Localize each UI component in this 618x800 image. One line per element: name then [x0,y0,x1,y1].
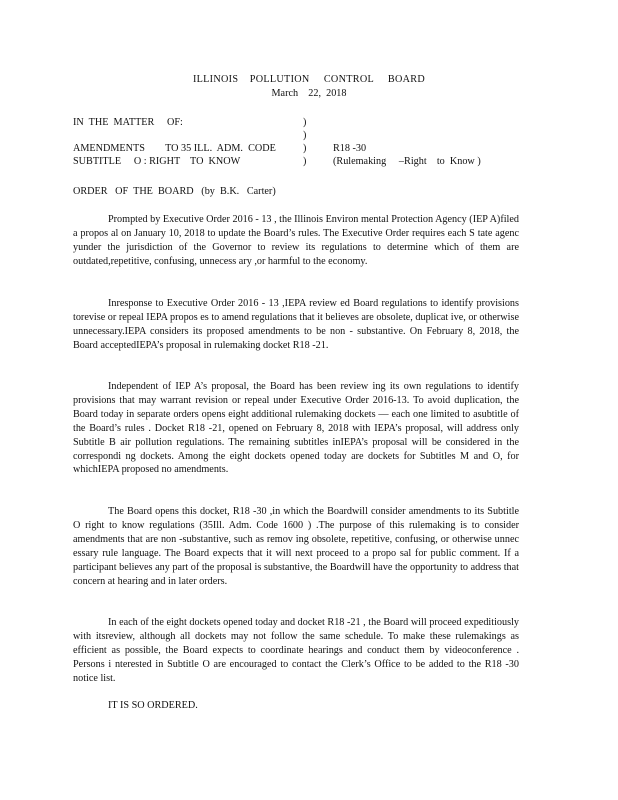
paragraph-1 [73,213,519,269]
caption-amendments: AMENDMENTS TO 35 ILL. ADM. CODE [73,143,276,154]
order-heading: ORDER OF THE BOARD (by B.K. Carter) [73,186,276,197]
caption-matter: IN THE MATTER OF: [73,117,183,128]
caption-docket-number: R18 -30 [333,143,367,154]
caption-rulemaking: (Rulemaking –Right to Know ) [333,156,481,167]
board-name-heading: ILLINOIS POLLUTION CONTROL BOARD [192,74,426,85]
paragraph-text: Inresponse to Executive Order 2016 - 13 ,IEPA review ed Board regulations to identify provisions torevise or repeal IEPA propos es to amend regulations that it believes are obsolete, duplicat ive, or otherwise unnecessary.IEPA considers its proposed amendments to be non - substantive. On February 8, 2018, the Board acceptedIEPA’s proposal in rulemaking docket R18 -21. [73,298,519,351]
order-date: March 22, 2018 [271,88,347,99]
paragraph-text: In each of the eight dockets opened today and docket R18 -21 , the Board will proceed expeditiously with itsreview, although all dockets may not follow the same schedule. To make these rulemakings as efficient as possible, the Board expects to coordinate hearings and conduct them by videoconference . Persons i nterested in Subtitle O are encouraged to contact the Clerk’s Office to be added to the R18 -30 notice list. [73,617,519,684]
paragraph-5 [73,616,519,686]
paragraph-4 [73,505,519,588]
closing-statement [73,699,519,713]
paragraph-text: Independent of IEP A’s proposal, the Board has been review ing its own regulations to identify provisions that may warrant revision or repeal under Executive Order 2016-13. To avoid duplication, the Board today in separate orders opens eight additional rulemaking dockets — each one limited to asubtitle of the Board’s rules . Docket R18 -21, opened on February 8, 2018 with IEPA’s proposal, will address only Subtitle B air pollution regulations. The remaining subtitles inIEPA’s proposal will be considered in the correspondi ng dockets. Among the eight dockets opened today are dockets for Subtitles M and O, for whichIEPA proposed no amendments. [73,381,519,476]
paragraph-3 [73,380,519,477]
caption-paren: ) [303,130,307,141]
paragraph-2 [73,297,519,353]
paragraph-text: IT IS SO ORDERED. [108,700,198,711]
caption-paren: ) [303,143,307,154]
paragraph-text: Prompted by Executive Order 2016 - 13 , the Illinois Environ mental Protection Agency (IEP A)filed a propos al on January 10, 2018 to update the Board’s rules. The Executive Order requires each S tate agenc yunder the jurisdiction of the Governor to review its regulations to determine which of them are outdated,repetitive, confusing, unnecess ary ,or harmful to the economy. [73,214,519,267]
caption-subtitle: SUBTITLE O : RIGHT TO KNOW [73,156,241,167]
paragraph-text: The Board opens this docket, R18 -30 ,in which the Boardwill consider amendments to its Subtitle O right to know regulations (35Ill. Adm. Code 1600 ) .The purpose of this rulemaking is to consider amendments that are non -substantive, such as remov ing obsolete, repetitive, confusing, or otherwise unnec essary rule language. The Board expects that it will next proceed to a propo sal for public comment. If a participant believes any part of the proposal is substantive, the Boardwill have the opportunity to address that concern at hearing and in later orders. [73,506,519,587]
caption-paren: ) [303,156,307,167]
caption-paren: ) [303,117,307,128]
